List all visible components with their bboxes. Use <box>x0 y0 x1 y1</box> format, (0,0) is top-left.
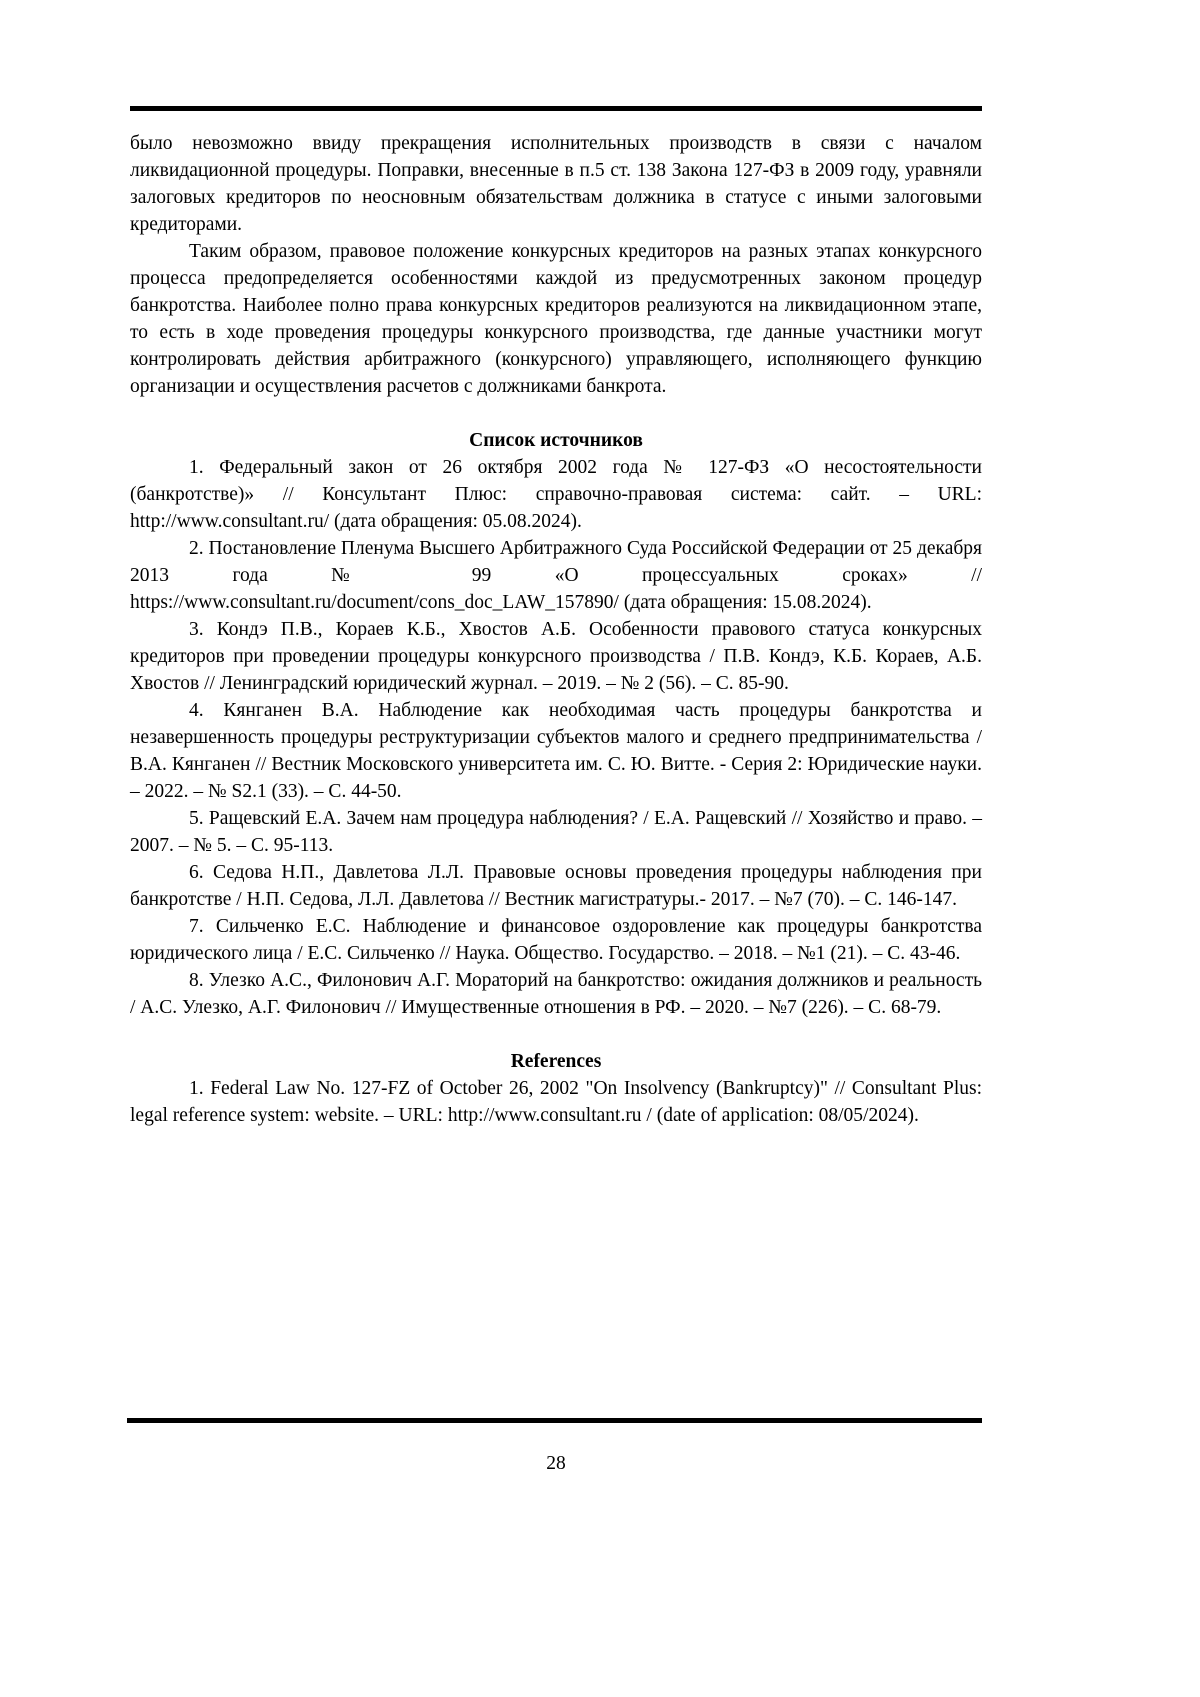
source-item: 2. Постановление Пленума Высшего Арбитражного Суда Российской Федерации от 25 декабря 2013 года № 99 «О процессуальных сроках» // https://www.consultant.ru/document/cons_doc_LAW_157890/ (дата обращения: 15.08.2024). <box>130 538 982 613</box>
source-item: 8. Улезко А.С., Филонович А.Г. Мораторий на банкротство: ожидания должников и реальность / А.С. Улезко, А.Г. Филонович // Имущественные отношения в РФ. – 2020. – №7 (226). – С. 68-79. <box>130 970 982 1018</box>
paragraph: Таким образом, правовое положение конкурсных кредиторов на разных этапах конкурсного процесса предопределяется особенностями каждой из предусмотренных законом процедур банкротства. Наиболее полно права конкурсных кредиторов реализуются на ликвидационном этапе, то есть в ходе проведения процедуры конкурсного производства, где данные участники могут контролировать действия арбитражного (конкурсного) управляющего, исполняющего функцию организации и осуществления расчетов с должниками банкрота. <box>130 241 982 397</box>
source-item: 4. Кянганен В.А. Наблюдение как необходимая часть процедуры банкротства и незавершенность процедуры реструктуризации субъектов малого и среднего предпринимательства / В.А. Кянганен // Вестник Московского университета им. С. Ю. Витте. - Серия 2: Юридические науки. – 2022. – № S2.1 (33). – С. 44-50. <box>130 700 982 802</box>
reference-item: 1. Federal Law No. 127-FZ of October 26, 2002 "On Insolvency (Bankruptcy)" // Consultant Plus: legal reference system: website. – URL: http://www.consultant.ru / (date of application: 08/05/2024). <box>130 1078 982 1126</box>
top-rule <box>130 106 982 111</box>
sources-heading: Список источников <box>469 430 643 451</box>
source-item: 3. Кондэ П.В., Кораев К.Б., Хвостов А.Б. Особенности правового статуса конкурсных кредиторов при проведении процедуры конкурсного производства / П.В. Кондэ, К.Б. Кораев, А.Б. Хвостов // Ленинградский юридический журнал. – 2019. – № 2 (56). – С. 85-90. <box>130 619 982 694</box>
references-heading: References <box>510 1051 602 1072</box>
source-item: 7. Сильченко Е.С. Наблюдение и финансовое оздоровление как процедуры банкротства юридического лица / Е.С. Сильченко // Наука. Общество. Государство. – 2018. – №1 (21). – С. 43-46. <box>130 916 982 964</box>
source-item: 5. Ращевский Е.А. Зачем нам процедура наблюдения? / Е.А. Ращевский // Хозяйство и право. – 2007. – № 5. – С. 95-113. <box>130 808 982 856</box>
bottom-rule <box>127 1418 982 1423</box>
page-number: 28 <box>546 1453 566 1474</box>
page-content <box>130 106 982 1129</box>
source-item: 6. Седова Н.П., Давлетова Л.Л. Правовые основы проведения процедуры наблюдения при банкротстве / Н.П. Седова, Л.Л. Давлетова // Вестник магистратуры.- 2017. – №7 (70). – С. 146-147. <box>130 862 982 910</box>
paragraph-continuation: было невозможно ввиду прекращения исполнительных производств в связи с началом ликвидационной процедуры. Поправки, внесенные в п.5 ст. 138 Закона 127-ФЗ в 2009 году, уравняли залоговых кредиторов по неосновным обязательствам должника в статусе с иными залоговыми кредиторами. <box>130 133 982 235</box>
source-item: 1. Федеральный закон от 26 октября 2002 года № 127-ФЗ «О несостоятельности (банкротстве)» // Консультант Плюс: справочно-правовая система: сайт. – URL: http://www.consultant.ru/ (дата обращения: 05.08.2024). <box>130 457 982 532</box>
